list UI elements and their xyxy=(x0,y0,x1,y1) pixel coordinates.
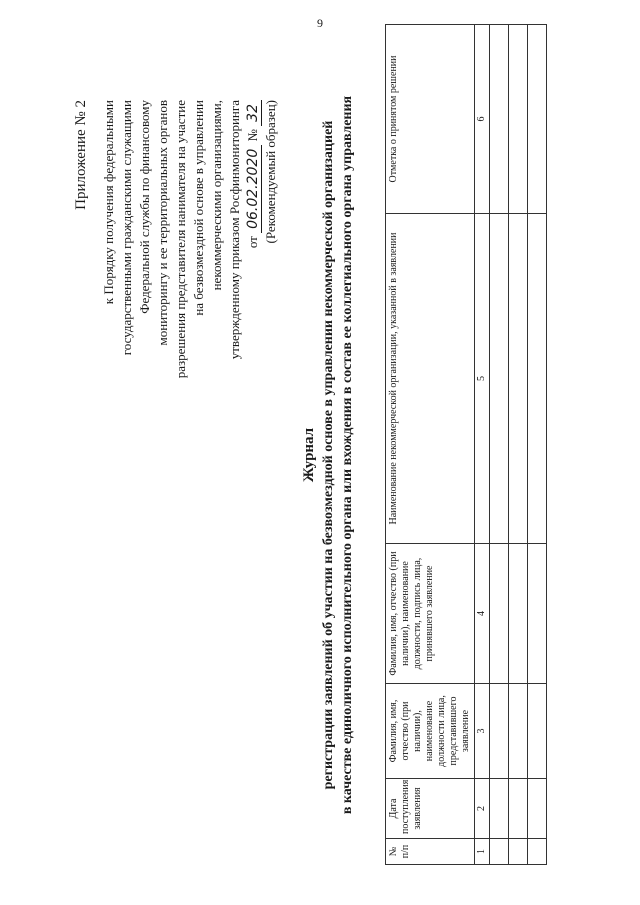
order-date-line xyxy=(244,100,262,540)
appendix-block xyxy=(72,100,280,540)
header-cell-decision: Отметка о принятом решении xyxy=(386,25,475,214)
header-cell-submitter: Фамилия, имя, отчество (при наличии), наименование должности лица, представившего заявление xyxy=(386,684,475,779)
sample-note: (Рекомендуемый образец) xyxy=(263,100,278,244)
journal-heading xyxy=(300,25,357,885)
appendix-line: к Порядку получения федеральными xyxy=(101,100,116,305)
column-number-row xyxy=(475,25,490,865)
table-row xyxy=(509,25,528,865)
journal-subtitle-line1: регистрации заявлений об участии на безвозмездной основе в управлении некоммерческой организацией xyxy=(321,120,336,790)
table-header-row xyxy=(386,25,475,865)
journal-table xyxy=(385,24,547,865)
column-number: 3 xyxy=(475,684,490,779)
appendix-line: утвержденному приказом Росфинмониторинга xyxy=(227,100,242,360)
appendix-line: государственными гражданскими служащими xyxy=(119,100,134,356)
handwritten-date: 06.02.2020 xyxy=(245,145,262,233)
appendix-line: на безвозмездной основе в управлении xyxy=(191,100,206,316)
header-cell-date: Дата поступления заявления xyxy=(386,779,475,839)
handwritten-number: 32 xyxy=(245,100,262,126)
page-number: 9 xyxy=(317,16,323,30)
table-row xyxy=(528,25,547,865)
header-cell-organization: Наименование некоммерческой организации, указанной в заявлении xyxy=(386,214,475,544)
appendix-line: мониторингу и ее территориальных органов xyxy=(155,100,170,346)
appendix-number: Приложение № 2 xyxy=(73,100,89,210)
appendix-line: разрешения представителя нанимателя на участие xyxy=(173,100,188,379)
date-prefix: от xyxy=(245,236,260,249)
journal-subtitle-line2: в качестве единоличного исполнительного органа или вхождения в состав ее коллегиального органа управления xyxy=(340,95,355,815)
appendix-line: Федеральной службы по финансовому xyxy=(137,100,152,314)
column-number: 5 xyxy=(475,214,490,544)
column-number: 1 xyxy=(475,839,490,865)
column-number: 6 xyxy=(475,25,490,214)
header-cell-number: № п/п xyxy=(386,839,475,865)
appendix-line: некоммерческими организациями, xyxy=(209,100,224,291)
header-cell-receiver: Фамилия, имя, отчество (при наличии), наименование должности, подпись лица, принявшего заявление xyxy=(386,544,475,684)
table-row xyxy=(490,25,509,865)
journal-title: Журнал xyxy=(301,427,317,483)
column-number: 2 xyxy=(475,779,490,839)
number-prefix: № xyxy=(245,129,260,142)
column-number: 4 xyxy=(475,544,490,684)
